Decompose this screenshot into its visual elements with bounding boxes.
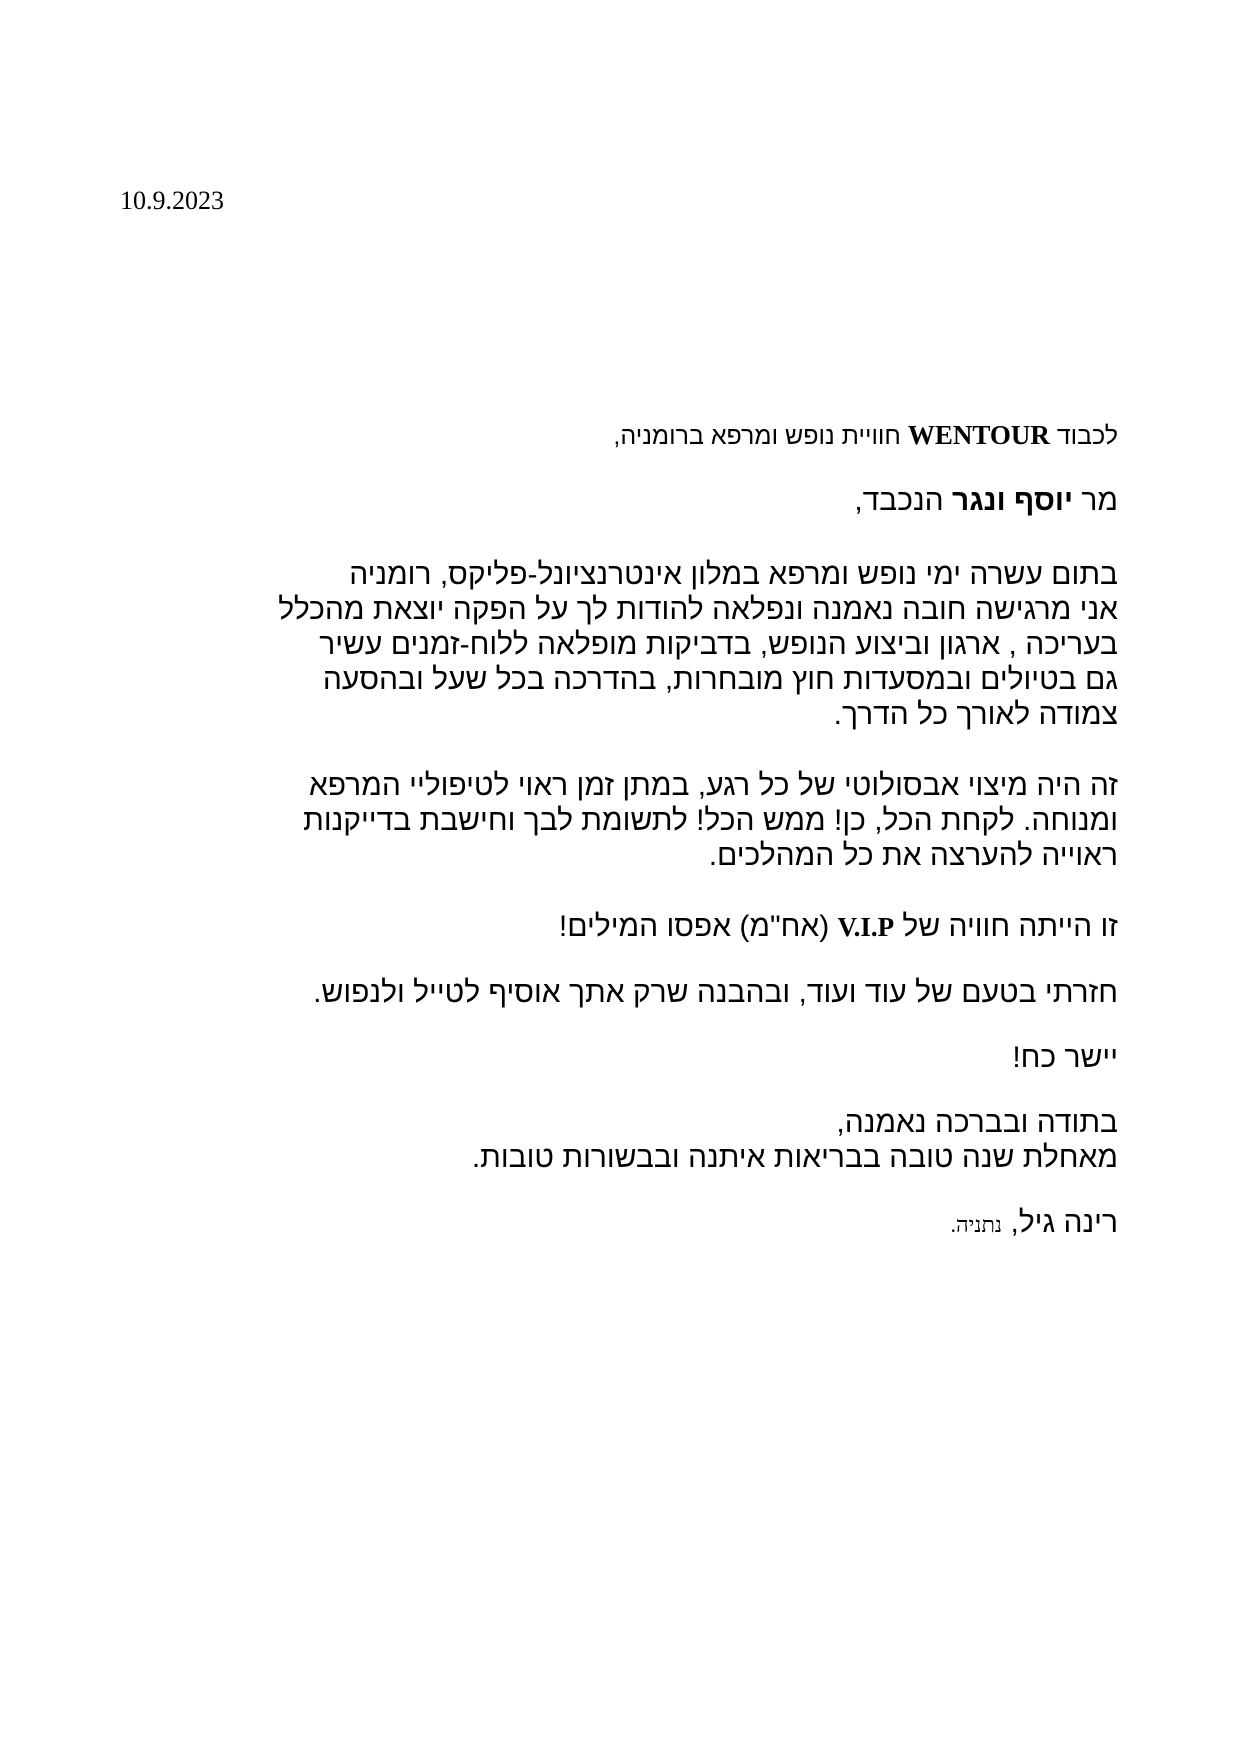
letter-body [178,420,1118,1242]
closing [178,1105,1118,1175]
paragraph-1-line: גם בטיולים ובמסעדות חוץ מובחרות, בהדרכה בכל שעל ובהסעה [322,663,1118,696]
recipient-line [178,420,1118,451]
paragraph-1-line: בעריכה , ארגון וביצוע הנופש, בדביקות מופלאה ללוח-זמנים עשיר [319,628,1118,661]
closing-line: מאחלת שנה טובה בבריאות איתנה ובבשורות טובות. [471,1141,1118,1174]
signature-city: נתניה. [950,1212,1003,1237]
letter-date: 10.9.2023 [120,186,224,215]
paragraph-1-line: בתום עשרה ימי נופש ומרפא במלון אינטרנציונל-פליקס, רומניה [349,558,1118,591]
paragraph-2-line: זה היה מיצוי אבסולוטי של כל רגע, במתן זמן ראוי לטיפוליי המרפא [308,769,1118,802]
signature-name: רינה גיל, [1010,1206,1118,1239]
paragraph-2 [178,768,1118,873]
paragraph-3-part1: זו הייתה חוויה של [902,910,1118,943]
recipient-brand: WENTOUR [907,420,1050,450]
paragraph-2-line: ראוייה להערצה את כל המהלכים. [708,839,1118,872]
greeting-suffix: הנכבד, [854,484,944,517]
paragraph-1 [178,557,1118,732]
closing-line: בתודה ובברכה נאמנה, [836,1106,1118,1139]
recipient-suffix: חוויית נופש ומרפא ברומניה, [613,422,901,450]
paragraph-5: יישר כח! [1012,1041,1118,1074]
greeting-line [178,483,1118,519]
paragraph-2-line: ומנוחה. לקחת הכל, כן! ממש הכל! לתשומת לבך וחישבת בדייקנות [303,804,1118,837]
paragraph-3 [178,909,1118,945]
vip-text: V.I.P [837,912,895,942]
signature [178,1205,1118,1242]
recipient-prefix: לכבוד [1056,422,1118,450]
paragraph-4: חזרתי בטעם של עוד ועוד, ובהבנה שרק אתך אוסיף לטייל ולנפוש. [313,976,1118,1009]
paragraph-1-line: אני מרגישה חובה נאמנה ונפלאה להודות לך על הפקה יוצאת מהכלל [278,593,1118,626]
paragraph-1-line: צמודה לאורך כל הדרך. [833,698,1118,731]
greeting-name: יוסף ונגר [952,484,1074,517]
greeting-prefix: מר [1081,484,1118,517]
paragraph-3-part2: (אח"מ) אפסו המילים! [558,910,830,943]
